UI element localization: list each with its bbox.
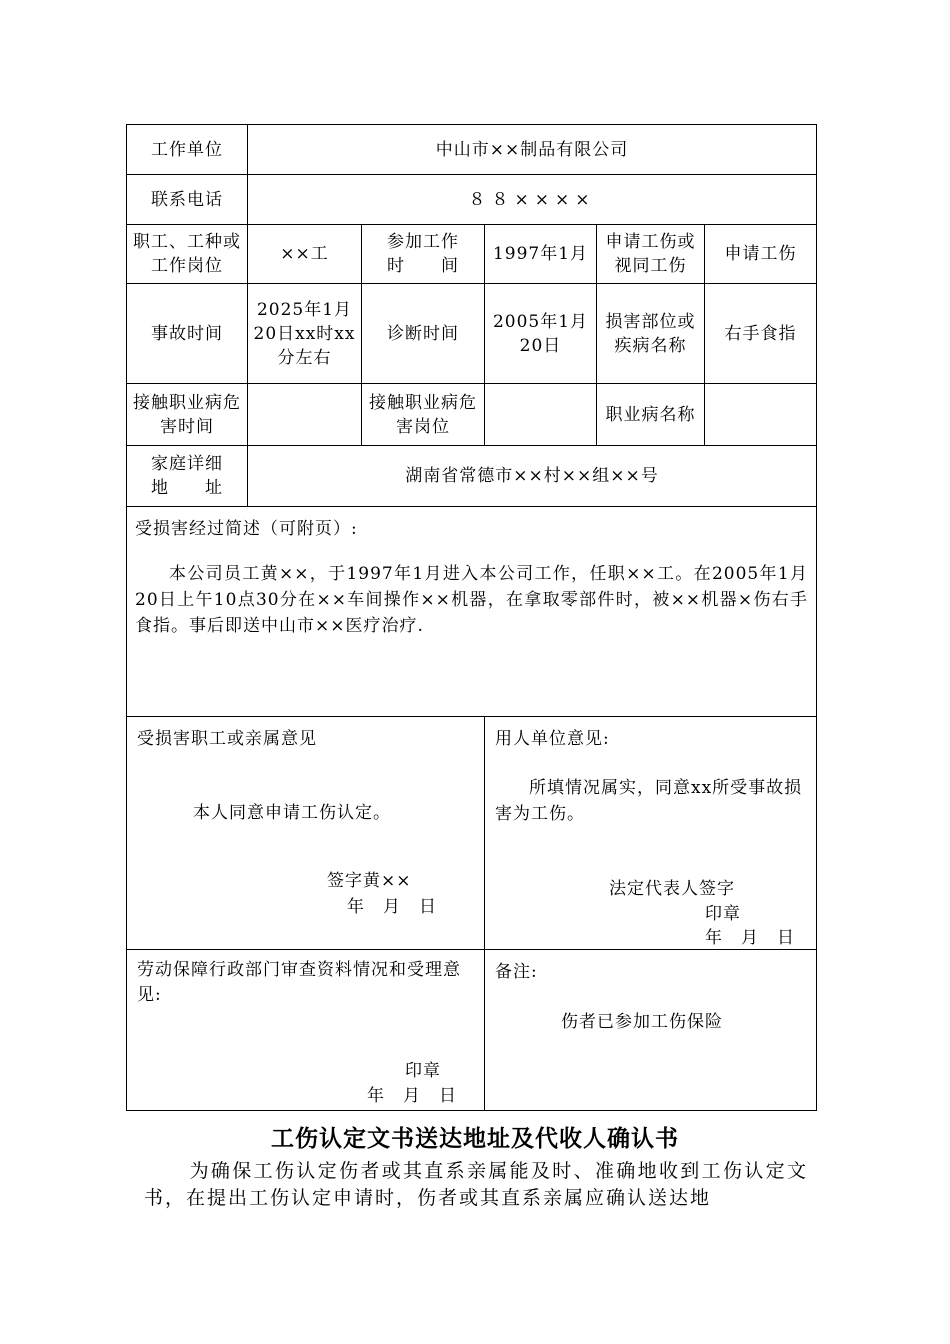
labor-dept-cell bbox=[127, 950, 485, 1111]
join-time-label-line1: 参加工作 bbox=[387, 232, 459, 252]
labor-dept-title: 劳动保障行政部门审查资料情况和受理意见: bbox=[137, 960, 461, 1005]
labor-dept-date: 年 月 日 bbox=[367, 1086, 457, 1106]
apply-type-label: 申请工伤或视同工伤 bbox=[597, 225, 705, 284]
row-description bbox=[127, 507, 817, 717]
row-accident bbox=[127, 284, 817, 384]
join-time-label bbox=[362, 225, 485, 284]
job-label: 职工、工种或工作岗位 bbox=[127, 225, 248, 284]
exposure-time-value bbox=[248, 384, 362, 446]
employer-opinion-title: 用人单位意见: bbox=[495, 729, 610, 749]
address-label-line1: 家庭详细 bbox=[151, 454, 223, 474]
disease-name-value bbox=[705, 384, 817, 446]
work-unit-value: 中山市××制品有限公司 bbox=[248, 125, 817, 175]
injury-part-label: 损害部位或疾病名称 bbox=[597, 284, 705, 384]
row-phone bbox=[127, 175, 817, 225]
accident-time-value: 2025年1月20日xx时xx分左右 bbox=[248, 284, 362, 384]
diagnosis-time-value: 2005年1月20日 bbox=[485, 284, 597, 384]
join-time-value: 1997年1月 bbox=[485, 225, 597, 284]
remarks-body: 伤者已参加工伤保险 bbox=[561, 1012, 723, 1032]
remarks-title: 备注: bbox=[495, 962, 538, 982]
description-body: 本公司员工黄××，于1997年1月进入本公司工作，任职××工。在2005年1月20日上午10点30分在××车间操作××机器，在拿取零部件时，被××机器×伤右手食指。事后即送中山市××医疗治疗. bbox=[135, 564, 809, 636]
confirmation-paragraph: 为确保工伤认定伤者或其直系亲属能及时、准确地收到工伤认定文书，在提出工伤认定申请时，伤者或其直系亲属应确认送达地 bbox=[144, 1160, 808, 1209]
employee-signature: 签字黄×× bbox=[327, 871, 412, 891]
address-value: 湖南省常德市××村××组××号 bbox=[248, 446, 817, 507]
exposure-post-value bbox=[485, 384, 597, 446]
employee-opinion-title: 受损害职工或亲属意见 bbox=[137, 729, 317, 749]
address-label bbox=[127, 446, 248, 507]
injury-part-value: 右手食指 bbox=[705, 284, 817, 384]
row-dept-remarks bbox=[127, 950, 817, 1111]
disease-name-label: 职业病名称 bbox=[597, 384, 705, 446]
address-label-line2: 地 址 bbox=[151, 478, 223, 498]
diagnosis-time-label: 诊断时间 bbox=[362, 284, 485, 384]
join-time-label-line2: 时 间 bbox=[387, 256, 459, 276]
employer-opinion-body: 所填情况属实，同意xx所受事故损害为工伤。 bbox=[495, 778, 803, 824]
description-cell bbox=[127, 507, 817, 717]
employee-date: 年 月 日 bbox=[347, 897, 437, 917]
accident-time-label: 事故时间 bbox=[127, 284, 248, 384]
employer-opinion-cell bbox=[485, 717, 817, 950]
employer-seal: 印章 bbox=[705, 904, 741, 924]
phone-label: 联系电话 bbox=[127, 175, 248, 225]
remarks-cell bbox=[485, 950, 817, 1111]
labor-dept-seal: 印章 bbox=[405, 1061, 441, 1081]
injury-application-form bbox=[126, 124, 817, 1111]
work-unit-label: 工作单位 bbox=[127, 125, 248, 175]
employee-opinion-cell bbox=[127, 717, 485, 950]
employee-opinion-body: 本人同意申请工伤认定。 bbox=[193, 803, 391, 823]
exposure-time-label: 接触职业病危害时间 bbox=[127, 384, 248, 446]
row-occupational bbox=[127, 384, 817, 446]
job-value: ××工 bbox=[248, 225, 362, 284]
exposure-post-label: 接触职业病危害岗位 bbox=[362, 384, 485, 446]
row-work-unit bbox=[127, 125, 817, 175]
description-title: 受损害经过简述（可附页）: bbox=[135, 519, 358, 539]
row-opinions bbox=[127, 717, 817, 950]
confirmation-title: 工伤认定文书送达地址及代收人确认书 bbox=[271, 1126, 679, 1152]
row-job bbox=[127, 225, 817, 284]
row-address bbox=[127, 446, 817, 507]
apply-type-value: 申请工伤 bbox=[705, 225, 817, 284]
employer-date: 年 月 日 bbox=[705, 928, 795, 948]
phone-value: ８８×××× bbox=[248, 175, 817, 225]
employer-signature: 法定代表人签字 bbox=[609, 879, 735, 899]
